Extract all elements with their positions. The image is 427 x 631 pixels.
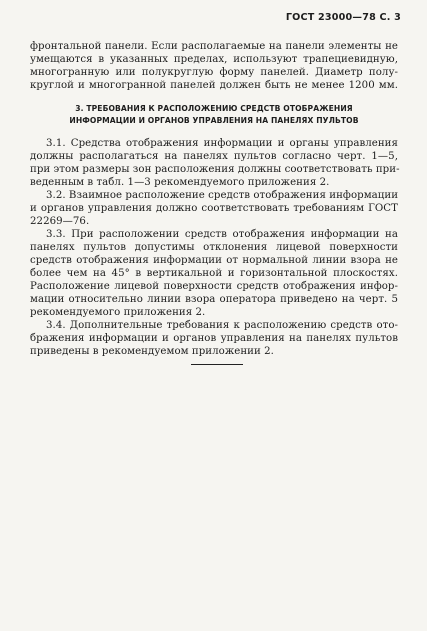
p33-line-1: 3.3. При расположении средств отображения информации на [46,229,398,240]
p34-line-2: бражения информации и органов управления на панелях пультов [30,333,398,344]
page-header: ГОСТ 23000—78 С. 3 [285,12,401,23]
p33-line-2: панелях пультов допустимы отклонения лицевой поверхности [30,242,398,253]
p32-line-2: и органов управления должно соответствовать требованиям ГОСТ [30,203,398,214]
section-end-rule [191,364,243,365]
p33-line-4: более чем на 45° в вертикальной и горизонтальной плоскостях. [30,268,398,279]
section-heading-line-2: ИНФОРМАЦИИ И ОРГАНОВ УПРАВЛЕНИЯ НА ПАНЕЛЯХ ПУЛЬТОВ [69,116,359,125]
intro-line-1: фронтальной панели. Если располагаемые на панели элементы не [30,41,398,52]
intro-line-3: многогранную или полукруглую форму панелей. Диаметр полу- [30,67,398,78]
p33-line-5: Расположение лицевой поверхности средств отображения инфор- [30,281,398,292]
intro-line-2: умещаются в указанных пределах, используют трапециевидную, [30,54,398,65]
section-heading-line-1: 3. ТРЕБОВАНИЯ К РАСПОЛОЖЕНИЮ СРЕДСТВ ОТОБРАЖЕНИЯ [75,104,353,113]
p31-line-4: веденным в табл. 1—3 рекомендуемого приложения 2. [30,177,330,188]
p33-line-6: мации относительно линии взора оператора приведено на черт. 5 [30,294,398,305]
intro-line-4: круглой и многогранной панелей должен быть не менее 1200 мм. [30,80,398,91]
p34-line-1: 3.4. Дополнительные требования к расположению средств ото- [46,320,398,331]
p33-line-3: средств отображения информации от нормальной линии взора не [30,255,398,266]
p33-line-7: рекомендуемого приложения 2. [30,307,206,318]
p34-line-3: приведены в рекомендуемом приложении 2. [30,346,274,357]
p31-line-3: при этом размеры зон расположения должны соответствовать при- [30,164,400,175]
p32-line-1: 3.2. Взаимное расположение средств отображения информации [46,190,399,201]
p32-line-3: 22269—76. [30,216,90,227]
p31-line-1: 3.1. Средства отображения информации и органы управления [46,138,398,149]
p31-line-2: должны располагаться на панелях пультов согласно черт. 1—5, [30,151,398,162]
